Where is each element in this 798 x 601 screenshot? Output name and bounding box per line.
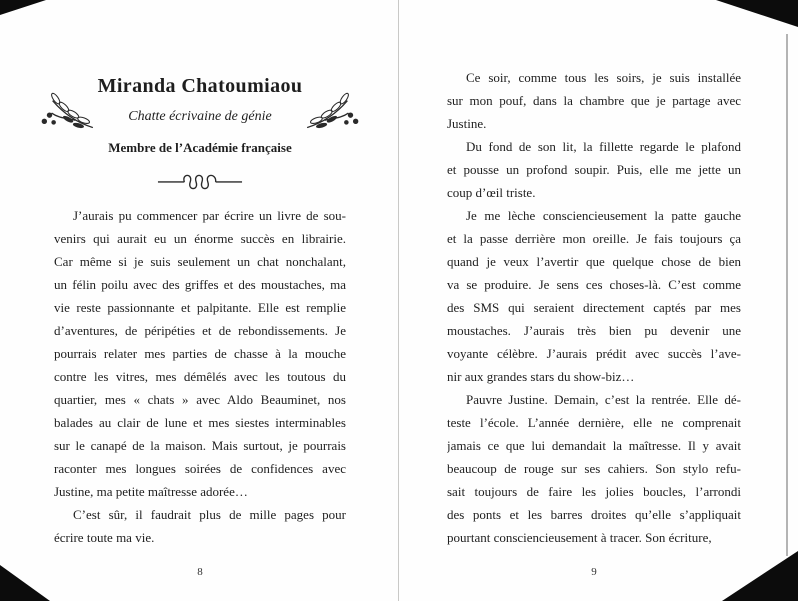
- looped-flourish-divider-icon: [156, 170, 244, 192]
- text-line: Du fond de son lit, la fillette regarde le plafond: [466, 139, 741, 154]
- text-line: sait toujours de faire les jolies boucles, l’arrondi: [447, 484, 741, 499]
- text-line: J’aurais pu commencer par écrire un livre de sou-: [73, 208, 346, 223]
- paragraph: [447, 66, 741, 135]
- text-line: écrire toute ma vie.: [54, 530, 155, 545]
- text-line: coup d’œil triste.: [447, 185, 536, 200]
- text-line: Je me lèche consciencieusement la patte gauche: [466, 208, 741, 223]
- chapter-subtitle: Chatte écrivaine de génie: [128, 109, 272, 124]
- text-line: contre les vitres, mes démêlés avec les toutous du: [54, 369, 346, 384]
- text-line: voyante célèbre. J’aurais prédit avec succès l’ave-: [447, 346, 741, 361]
- text-line: des ponts et les barres droites qu’elle s’appliquait: [447, 507, 741, 522]
- text-line: Car même si je suis seulement un chat nonchalant,: [54, 254, 346, 269]
- paragraph: [54, 204, 346, 503]
- paragraph: [447, 388, 741, 549]
- text-line: un félin poilu avec des griffes et des moustaches, ma: [54, 277, 346, 292]
- text-line: Justine.: [447, 116, 487, 131]
- left-page: [54, 0, 346, 601]
- scan-corner-top-left: [0, 0, 46, 15]
- chapter-heading: [54, 0, 346, 192]
- text-line: des SMS qui seraient directement captés par mes: [447, 300, 741, 315]
- right-page: [447, 0, 741, 601]
- page-gutter-divider: [398, 0, 399, 601]
- text-line: et pousse un profond soupir. Puis, elle me jette un: [447, 162, 741, 177]
- text-line: pourtant consciencieusement à tracer. Son écriture,: [447, 530, 712, 545]
- text-line: venirs qui aurait eu un énorme succès en librairie.: [54, 231, 346, 246]
- text-line: Justine, ma petite maîtresse adorée…: [54, 484, 248, 499]
- paragraph: [447, 204, 741, 388]
- chapter-title: Miranda Chatoumiaou: [97, 75, 303, 97]
- text-line: nir aux grandes stars du show-biz…: [447, 369, 635, 384]
- page-edge-shadow: [786, 34, 788, 556]
- page-number-left: 8: [197, 566, 203, 578]
- text-line: d’aventures, de péripéties et de rebondissements. Je: [54, 323, 346, 338]
- text-line: Ce soir, comme tous les soirs, je suis installée: [466, 70, 741, 85]
- text-line: raconter mes longues soirées de confidences avec: [54, 461, 346, 476]
- text-line: moustaches. J’aurais très bien pu devenir une: [447, 323, 741, 338]
- paragraph: [447, 135, 741, 204]
- text-line: C’est sûr, il faudrait plus de mille pages pour: [73, 507, 346, 522]
- page-number-right: 9: [591, 566, 597, 578]
- text-line: Pauvre Justine. Demain, c’est la rentrée. Elle dé-: [466, 392, 741, 407]
- text-line: pourrais relater mes parties de chasse à la mouche: [54, 346, 346, 361]
- chapter-affiliation: Membre de l’Académie française: [108, 140, 292, 155]
- text-line: teste l’école. L’année dernière, elle ne comprenait: [447, 415, 741, 430]
- paragraph: [54, 503, 346, 549]
- olive-branch-icon: [34, 86, 96, 136]
- olive-branch-icon: [304, 86, 366, 136]
- left-page-body: [54, 204, 346, 549]
- text-line: vie reste passionnante et palpitante. Elle est remplie: [54, 300, 346, 315]
- text-line: quartier, mes « chats » avec Aldo Beauminet, nos: [54, 392, 346, 407]
- text-line: va se produire. Je sens ces choses-là. C’est comme: [447, 277, 741, 292]
- right-page-body: [447, 0, 741, 549]
- text-line: balades au clair de lune et mes siestes interminables: [54, 415, 346, 430]
- text-line: sur mon pouf, dans la chambre que je partage avec: [447, 93, 741, 108]
- scan-corner-bottom-left: [0, 565, 50, 601]
- text-line: quand je veux l’avertir que quelque chose de bien: [447, 254, 741, 269]
- text-line: sur le canapé de la maison. Mais surtout, je pourrais: [54, 438, 346, 453]
- text-line: beaucoup de rouge sur ses cahiers. Son stylo refu-: [447, 461, 741, 476]
- text-line: jamais ce que lui demandait la maîtresse. Il y avait: [447, 438, 741, 453]
- text-line: et la passe derrière mon oreille. Je fais toujours ça: [447, 231, 741, 246]
